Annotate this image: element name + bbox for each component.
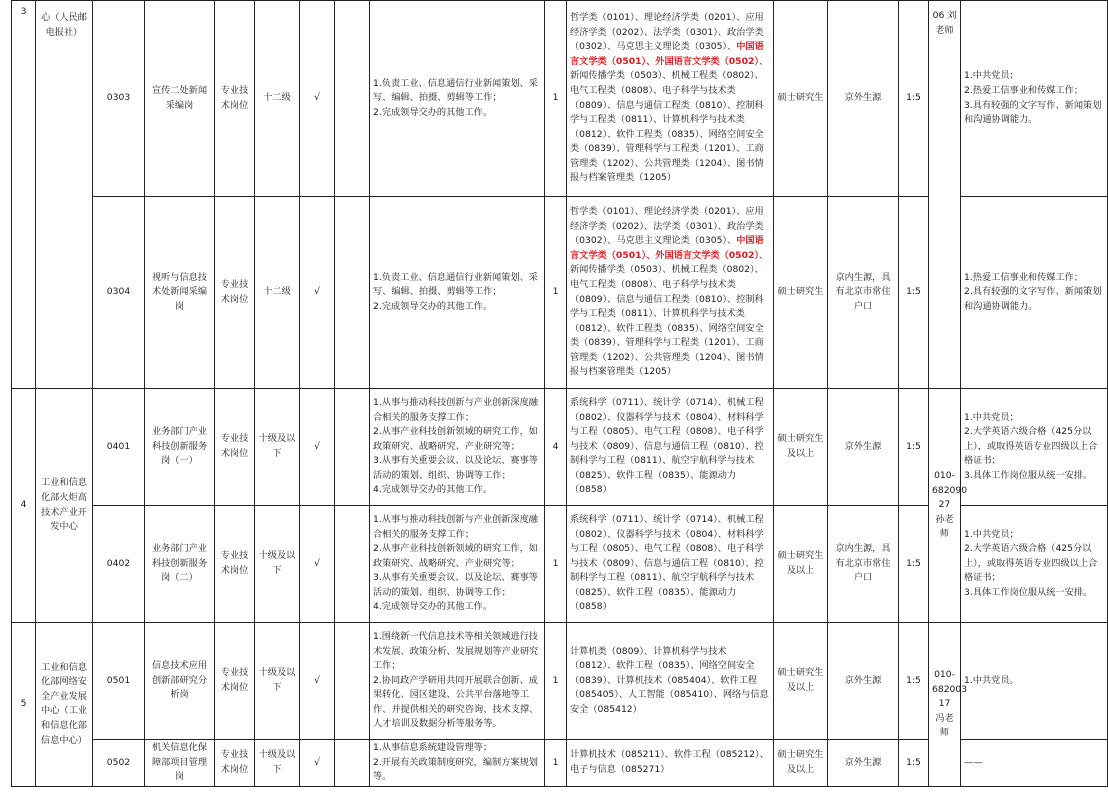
contact (929, 623, 968, 787)
source: 京外生源 (828, 623, 899, 740)
position-duties (370, 740, 545, 787)
unit-name: 工业和信息化部火炬高技术产业开发中心 (36, 389, 93, 623)
majors-text: 哲学类（0101）、理论经济学类（0201）、应用经济学类（0202）、法学类（0301）、政治学类（0302）、马克思主义理论类（0305）、 (570, 205, 764, 247)
contact-name: 冯老师 (935, 712, 954, 739)
ratio: 1:5 (899, 506, 929, 623)
ratio: 1:5 (899, 197, 929, 389)
requirement-line: 1.热爱工信事业和传媒工作； (964, 271, 1084, 283)
education: 硕士研究生及以上 (774, 623, 828, 740)
majors (567, 1, 774, 197)
contact-name: 孙老师 (935, 513, 954, 540)
check-mark: √ (300, 1, 335, 197)
blank-cell (335, 1, 370, 197)
blank-cell (335, 740, 370, 787)
position-duties (370, 506, 545, 623)
majors-text: 、新闻传播学类（0503）、机械工程类（0802）、电气工程类（0808）、电子科学与技术类（0809）、信息与通信工程类（0810）、控制科学与工程类（0811）、计算机科学与技术类（0812）、软件工程类（0835）、网络空间安全类（0839）、管理科学与工程类（1201）、工商管理类（1202）、公共管理类（1204）、图书情报与档案管理类（1205） (570, 55, 769, 184)
duty-line: 1.负责工业、信息通信行业新闻策划、采写、编辑、拍摄、剪辑等工作； (373, 271, 538, 298)
requirement-line: —— (964, 756, 983, 768)
check-mark: √ (300, 197, 335, 389)
contact-phone: 17 (938, 698, 951, 710)
position-code: 0501 (93, 623, 145, 740)
position-level: 十级及以下 (255, 623, 300, 740)
position-type: 专业技术岗位 (215, 1, 255, 197)
headcount: 1 (545, 623, 567, 740)
position-name: 视听与信息技术处新闻采编岗 (145, 197, 215, 389)
position-code: 0402 (93, 506, 145, 623)
majors: 计算机技术（085211）、软件工程（085212）、电子与信息（085271） (567, 740, 774, 787)
contact: 06 刘老师 (929, 1, 961, 389)
education: 硕士研究生及以上 (774, 506, 828, 623)
duty-line: 1.负责工业、信息通信行业新闻策划、采写、编辑、拍摄、剪辑等工作； (373, 77, 538, 104)
position-name: 业务部门产业科技创新服务岗（二） (145, 506, 215, 623)
headcount: 1 (545, 506, 567, 623)
position-duties (370, 1, 545, 197)
requirement-line: 1.中共党员； (964, 528, 1019, 540)
education: 硕士研究生及以上 (774, 389, 828, 506)
requirement-line: 1.中共党员。 (964, 674, 1019, 686)
duty-line: 1.围绕新一代信息技术等相关领域进行技术发展、政策分析、发展规划等产业研究工作； (373, 630, 539, 672)
majors (567, 197, 774, 389)
duty-line: 1.从事信息系统建设管理等； (373, 742, 493, 753)
contact-phone: 682090 (932, 484, 968, 496)
requirements (961, 506, 1108, 623)
requirements (961, 623, 1108, 740)
requirements (961, 197, 1108, 389)
requirement-line: 1.中共党员； (964, 411, 1019, 423)
blank-cell (335, 389, 370, 506)
check-mark: √ (300, 506, 335, 623)
majors: 系统科学（0711）、统计学（0714）、机械工程（0802）、仪器科学与技术（0804）、材料科学与工程（0805）、电气工程（0808）、电子科学与技术（0809）、信息与通信工程（0810）、控制科学与工程（0811）、航空宇航科学与技术（0825）、软件工程（0835）、能源动力（0858） (567, 506, 774, 623)
majors: 计算机类（0809）、计算机科学与技术（0812）、软件工程（0835）、网络空间安全（0839）、计算机技术（085404）、软件工程（085405）、人工智能（085410）、网络与信息安全（085412） (567, 623, 774, 740)
majors-text: 哲学类（0101）、理论经济学类（0201）、应用经济学类（0202）、法学类（0301）、政治学类（0302）、马克思主义理论类（0305）、 (570, 11, 764, 53)
duty-line: 4.完成领导交办的其他工作。 (373, 601, 493, 613)
requirements (961, 389, 1108, 506)
requirement-line: 2.具有较强的文字写作、新闻策划和沟通协调能力。 (964, 286, 1102, 312)
position-type: 专业技术岗位 (215, 197, 255, 389)
requirement-line: 3.具体工作岗位服从统一安排。 (964, 586, 1093, 598)
source: 京外生源 (828, 389, 899, 506)
blank-cell (335, 506, 370, 623)
position-duties (370, 623, 545, 740)
check-mark: √ (300, 623, 335, 740)
duty-line: 4.完成领导交办的其他工作。 (373, 484, 493, 496)
unit-number: 3 (12, 1, 36, 389)
position-level: 十二级 (255, 197, 300, 389)
check-mark: √ (300, 740, 335, 787)
requirement-line: 2.大学英语六级合格（425分以上），或取得英语专业四级以上合格证书； (964, 426, 1098, 467)
duty-line: 1.从事与推动科技创新与产业创新深度融合相关的服务支撑工作； (373, 513, 538, 540)
headcount: 1 (545, 197, 567, 389)
source: 京外生源 (828, 740, 899, 787)
requirements (961, 1, 1108, 197)
education: 硕士研究生及以上 (774, 740, 828, 787)
duty-line: 2.开展有关政策制度研究，编制方案规划等。 (373, 756, 538, 783)
duty-line: 2.从事产业科技创新领域的研究工作，如政策研究、战略研究、产业研究等； (373, 543, 538, 569)
position-duties (370, 389, 545, 506)
duty-line: 2.完成领导交办的其他工作。 (373, 106, 493, 118)
ratio: 1:5 (899, 740, 929, 787)
source: 京外生源 (828, 1, 899, 197)
majors-highlight: 中国语言文学类（0501）、外国语言文学类（0502） (570, 235, 764, 261)
position-code: 0401 (93, 389, 145, 506)
position-level: 十级及以下 (255, 389, 300, 506)
blank-cell (335, 623, 370, 740)
unit-number: 5 (12, 623, 36, 787)
position-level: 十级及以下 (255, 740, 300, 787)
unit-number: 4 (12, 389, 36, 623)
duty-line: 2.协同政产学研用共同开展联合创新、成果转化、园区建设、公共平台落地等工作、并提供相关的研究咨询、技术支撑、人才培训及数据分析等服务等。 (373, 674, 539, 730)
position-code: 0502 (93, 740, 145, 787)
position-type: 专业技术岗位 (215, 389, 255, 506)
contact-phone: 27 (938, 499, 951, 511)
duty-line: 2.从事产业科技创新领域的研究工作，如政策研究、战略研究、产业研究等； (373, 426, 538, 452)
headcount: 1 (545, 1, 567, 197)
table-row (12, 1, 1108, 197)
position-name: 业务部门产业科技创新服务岗（一） (145, 389, 215, 506)
recruitment-table (11, 0, 1108, 787)
education: 硕士研究生 (774, 1, 828, 197)
requirement-line: 2.热爱工信事业和传媒工作； (964, 84, 1084, 96)
contact-phone: 010- (934, 668, 955, 680)
requirements (961, 740, 1108, 787)
unit-name: 工业和信息化部网络安全产业发展中心（工业和信息化部信息中心） (36, 623, 93, 787)
duty-line: 3.从事有关重要会议、以及论坛、赛事等活动的策划、组织、协调等工作； (373, 455, 538, 481)
contact-phone: 682003 (932, 683, 968, 695)
source: 京内生源，具有北京市常住户口 (828, 197, 899, 389)
requirement-line: 1.中共党员； (964, 70, 1019, 82)
majors-text: 、新闻传播学类（0503）、机械工程类（0802）、电气工程类（0808）、电子科学与技术类（0809）、信息与通信工程类（0810）、控制科学与工程类（0811）、计算机科学与技术类（0812）、软件工程类（0835）、网络空间安全类（0839）、管理科学与工程类（1201）、工商管理类（1202）、公共管理类（1204）、图书情报与档案管理类（1205） (570, 249, 769, 378)
contact-phone: 010- (934, 470, 955, 482)
table-row (12, 623, 1108, 740)
contact (929, 389, 968, 623)
blank-cell (335, 197, 370, 389)
position-code: 0304 (93, 197, 145, 389)
ratio: 1:5 (899, 389, 929, 506)
source: 京内生源，具有北京市常住户口 (828, 506, 899, 623)
position-type: 专业技术岗位 (215, 623, 255, 740)
position-name: 信息技术应用创新部研究分析岗 (145, 623, 215, 740)
majors-highlight: 中国语言文学类（0501）、外国语言文学类（0502） (570, 41, 764, 67)
position-duties (370, 197, 545, 389)
unit-name: 心（人民邮电报社） (36, 1, 93, 389)
headcount: 4 (545, 389, 567, 506)
position-name: 机关信息化保障部项目管理岗 (145, 740, 215, 787)
requirement-line: 3.具体工作岗位服从统一安排。 (964, 469, 1093, 481)
duty-line: 2.完成领导交办的其他工作。 (373, 300, 493, 312)
requirement-line: 2.大学英语六级合格（425分以上），或取得英语专业四级以上合格证书； (964, 543, 1098, 584)
position-level: 十级及以下 (255, 506, 300, 623)
table-row (12, 389, 1108, 506)
position-type: 专业技术岗位 (215, 740, 255, 787)
position-type: 专业技术岗位 (215, 506, 255, 623)
check-mark: √ (300, 389, 335, 506)
education: 硕士研究生 (774, 197, 828, 389)
majors: 系统科学（0711）、统计学（0714）、机械工程（0802）、仪器科学与技术（0804）、材料科学与工程（0805）、电气工程（0808）、电子科学与技术（0809）、信息与通信工程（0810）、控制科学与工程（0811）、航空宇航科学与技术（0825）、软件工程（0835）、能源动力（0858） (567, 389, 774, 506)
position-level: 十二级 (255, 1, 300, 197)
duty-line: 1.从事与推动科技创新与产业创新深度融合相关的服务支撑工作； (373, 396, 538, 423)
duty-line: 3.从事有关重要会议、以及论坛、赛事等活动的策划、组织、协调等工作； (373, 572, 538, 598)
ratio: 1:5 (899, 1, 929, 197)
headcount: 1 (545, 740, 567, 787)
requirement-line: 3.具有较强的文字写作、新闻策划和沟通协调能力。 (964, 99, 1102, 126)
position-code: 0303 (93, 1, 145, 197)
ratio: 1:5 (899, 623, 929, 740)
position-name: 宣传二处新闻采编岗 (145, 1, 215, 197)
